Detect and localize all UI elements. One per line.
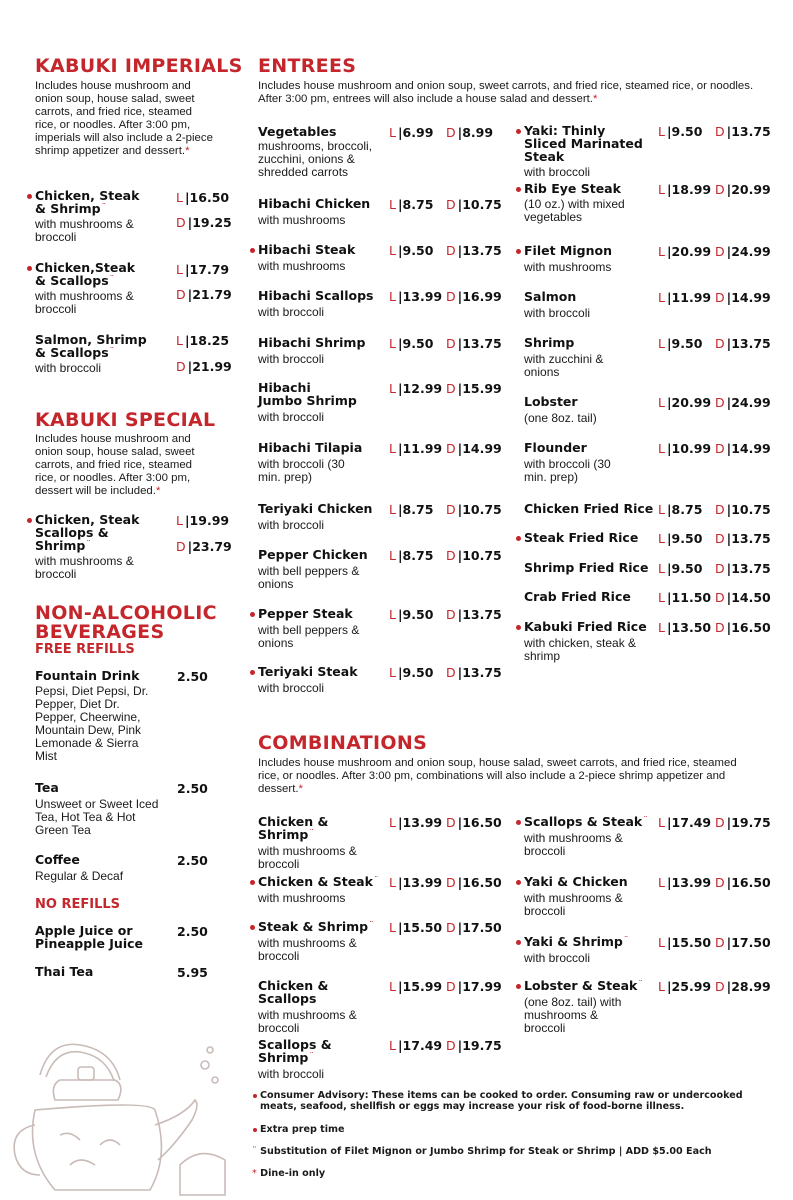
menu-item: Chicken Fried Rice	[524, 501, 654, 516]
teapot-illustration	[0, 1005, 240, 1200]
menu-item: Vegetables mushrooms, broccoli, zucchini, onions & shredded carrots	[258, 124, 373, 179]
menu-item: Chicken, Steak & Shrimp¨ with mushrooms & broccoli	[35, 188, 140, 244]
menu-item: Hibachi Chicken with mushrooms	[258, 196, 371, 227]
menu-item: Flounder with broccoli (30 min. prep)	[524, 440, 611, 484]
menu-item: Lobster & Steak¨ (one 8oz. tail) with mushrooms & broccoli	[524, 978, 643, 1035]
menu-item: Filet Mignon with mushrooms	[524, 243, 612, 274]
beverages-title: NON-ALCOHOLIC BEVERAGES	[35, 602, 217, 643]
menu-item: Hibachi Jumbo Shrimp with broccoli	[258, 380, 357, 424]
beverage-item: Tea Unsweet or Sweet Iced Tea, Hot Tea & Hot Green Tea	[35, 780, 159, 837]
menu-item: Chicken & Steak¨ with mushrooms	[258, 874, 379, 905]
menu-item: Teriyaki Chicken with broccoli	[258, 501, 373, 532]
menu-item: Chicken, Steak Scallops & Shrimp¨ with mushrooms & broccoli	[35, 512, 140, 581]
imperials-intro: Includes house mushroom and onion soup, house salad, sweet carrots, and fried rice, steamed rice, or noodles. After 3:00 pm, imperials will also include a 2-piece shrimp appetizer and dessert.*	[35, 80, 213, 157]
menu-item: Lobster (one 8oz. tail)	[524, 394, 597, 425]
combinations-title: COMBINATIONS	[258, 732, 428, 754]
menu-item: Rib Eye Steak (10 oz.) with mixed vegetables	[524, 181, 625, 224]
menu-item: Salmon with broccoli	[524, 289, 591, 320]
menu-item: Hibachi Scallops with broccoli	[258, 288, 374, 319]
menu-item: Scallops & Steak¨ with mushrooms & broccoli	[524, 814, 648, 858]
menu-item: Chicken & Shrimp¨ with mushrooms & broccoli	[258, 814, 357, 871]
extra-prep-note: Extra prep time	[260, 1124, 345, 1135]
menu-item: Hibachi Tilapia with broccoli (30 min. prep)	[258, 440, 363, 484]
menu-item: Teriyaki Steak with broccoli	[258, 664, 358, 695]
beverage-item: Coffee Regular & Decaf	[35, 852, 124, 883]
imperials-title: KABUKI IMPERIALS	[35, 55, 243, 77]
beverage-item: Thai Tea	[35, 964, 94, 979]
free-refills-label: FREE REFILLS	[35, 642, 135, 657]
menu-item: Hibachi Steak with mushrooms	[258, 242, 356, 273]
menu-item: Pepper Chicken with bell peppers & onions	[258, 547, 368, 591]
menu-item: Yaki & Shrimp¨ with broccoli	[524, 934, 629, 965]
menu-item: Shrimp with zucchini & onions	[524, 335, 604, 379]
entrees-title: ENTREES	[258, 55, 357, 77]
menu-item: Chicken,Steak & Scallops¨ with mushrooms & broccoli	[35, 260, 136, 316]
beverage-item: Fountain Drink Pepsi, Diet Pepsi, Dr. Pepper, Diet Dr. Pepper, Cheerwine, Mountain Dew, Pink Lemonade & Sierra Mist	[35, 668, 149, 763]
menu-item: Crab Fried Rice	[524, 589, 631, 604]
no-refills-label: NO REFILLS	[35, 897, 120, 912]
beverage-item: Apple Juice or Pineapple Juice	[35, 923, 143, 951]
substitution-note: ¨ Substitution of Filet Mignon or Jumbo Shrimp for Steak or Shrimp | ADD $5.00 Each	[252, 1146, 712, 1157]
menu-item: Yaki: Thinly Sliced Marinated Steak with broccoli	[524, 123, 643, 179]
consumer-advisory: Consumer Advisory: These items can be cooked to order. Consuming raw or undercooked meats, seafood, shellfish or eggs may increase your risk of food-borne illness.	[260, 1090, 743, 1112]
menu-item: Salmon, Shrimp & Scallops¨ with broccoli	[35, 332, 147, 375]
menu-item: Steak & Shrimp¨ with mushrooms & broccoli	[258, 919, 374, 963]
menu-item: Yaki & Chicken with mushrooms & broccoli	[524, 874, 628, 918]
menu-item: Pepper Steak with bell peppers & onions	[258, 606, 360, 650]
entrees-intro: Includes house mushroom and onion soup, sweet carrots, and fried rice, steamed rice, or noodles. After 3:00 pm, entrees will also include a house salad and dessert.*	[258, 80, 754, 105]
menu-item: Hibachi Shrimp with broccoli	[258, 335, 366, 366]
special-intro: Includes house mushroom and onion soup, house salad, sweet carrots, and fried rice, steamed rice, or noodles. After 3:00 pm, dessert will be included.*	[35, 433, 195, 497]
menu-item: Scallops & Shrimp¨ with broccoli	[258, 1037, 332, 1081]
combinations-intro: Includes house mushroom and onion soup, house salad, sweet carrots, and fried rice, steamed rice, or noodles. After 3:00 pm, combinations will also include a 2-piece shrimp appetizer and dessert.*	[258, 757, 737, 795]
menu-item: Shrimp Fried Rice	[524, 560, 649, 575]
menu-item: Steak Fried Rice	[524, 530, 639, 545]
menu-item: Kabuki Fried Rice with chicken, steak & shrimp	[524, 619, 647, 663]
menu-item: Chicken & Scallops with mushrooms & broccoli	[258, 978, 357, 1035]
special-title: KABUKI SPECIAL	[35, 409, 216, 431]
dine-in-note: * Dine-in only	[252, 1168, 326, 1179]
